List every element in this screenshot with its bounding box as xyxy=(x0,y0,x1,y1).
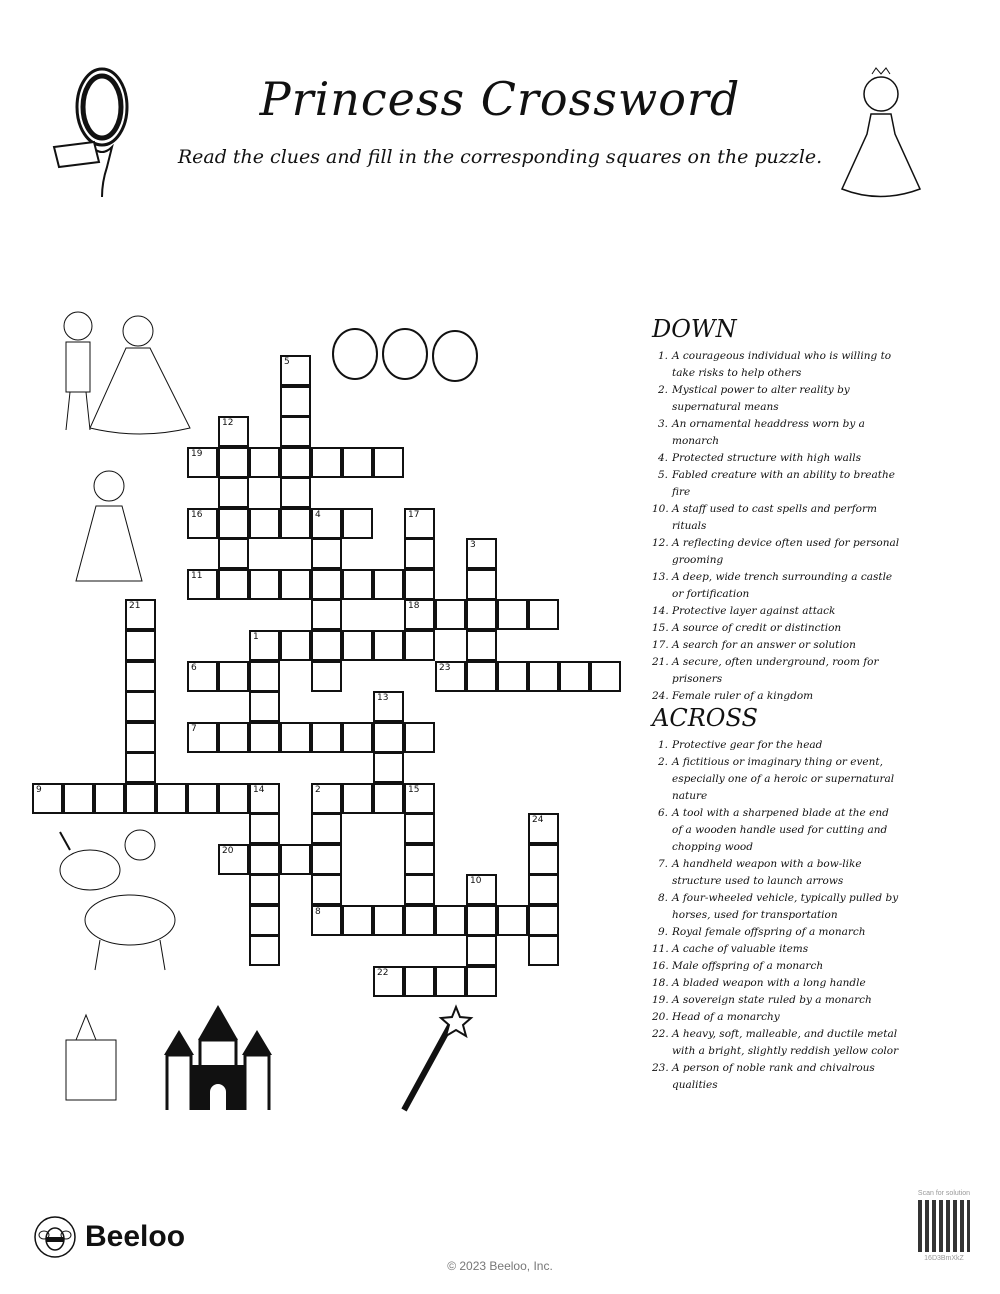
grid-cell[interactable] xyxy=(373,447,404,478)
clue-number: 7 xyxy=(191,723,197,734)
down-clues xyxy=(652,314,902,705)
clue-number: 11 xyxy=(191,570,203,581)
clue-text: A staff used to cast spells and perform rituals xyxy=(672,503,877,532)
grid-cell[interactable] xyxy=(280,630,311,661)
grid-cell[interactable] xyxy=(497,661,528,692)
grid-cell[interactable] xyxy=(187,722,218,753)
grid-cell[interactable] xyxy=(187,661,218,692)
across-clue xyxy=(652,1026,902,1060)
grid-cell[interactable] xyxy=(187,783,218,814)
grid-cell[interactable] xyxy=(218,477,249,508)
grid-cell[interactable] xyxy=(125,630,156,661)
grid-cell[interactable] xyxy=(404,599,435,630)
grid-cell[interactable] xyxy=(466,905,497,936)
grid-cell[interactable] xyxy=(342,508,373,539)
clue-number: 24 xyxy=(532,815,544,826)
grid-cell[interactable] xyxy=(404,844,435,875)
grid-cell[interactable] xyxy=(218,538,249,569)
grid-cell[interactable] xyxy=(249,783,280,814)
unicorn-princess-illustration xyxy=(50,820,200,975)
grid-cell[interactable] xyxy=(435,661,466,692)
grid-cell[interactable] xyxy=(466,630,497,661)
clue-text: An ornamental headdress worn by a monarch xyxy=(672,418,865,447)
grid-cell[interactable] xyxy=(311,508,342,539)
clue-text: A handheld weapon with a bow-like structure used to launch arrows xyxy=(672,858,862,887)
qr-caption: Scan for solution xyxy=(917,1190,971,1197)
castle-icon xyxy=(162,1000,274,1112)
clue-number: 1 xyxy=(253,631,259,642)
clue-text: A four-wheeled vehicle, typically pulled by horses, used for transportation xyxy=(672,892,899,921)
beeloo-logo xyxy=(33,1215,185,1259)
clue-number: 17. xyxy=(652,639,669,651)
grid-cell[interactable] xyxy=(342,722,373,753)
grid-cell[interactable] xyxy=(404,813,435,844)
clue-number: 16 xyxy=(191,509,203,520)
clue-number: 9 xyxy=(36,784,42,795)
clue-number: 13. xyxy=(652,571,669,583)
grid-cell[interactable] xyxy=(249,661,280,692)
clue-text: Female ruler of a kingdom xyxy=(672,690,814,702)
qr-code-icon xyxy=(918,1200,970,1252)
grid-cell[interactable] xyxy=(249,813,280,844)
clue-number: 22. xyxy=(652,1028,669,1040)
grid-cell[interactable] xyxy=(311,722,342,753)
clue-text: A source of credit or distinction xyxy=(672,622,842,634)
grid-cell[interactable] xyxy=(280,569,311,600)
down-clue xyxy=(652,450,902,467)
clue-number: 4. xyxy=(657,452,668,464)
clue-number: 23 xyxy=(439,662,451,673)
down-heading: DOWN xyxy=(652,315,737,343)
clue-number: 14. xyxy=(652,605,669,617)
clue-text: Male offspring of a monarch xyxy=(672,960,824,972)
grid-cell[interactable] xyxy=(404,874,435,905)
clue-number: 8. xyxy=(657,892,668,904)
clue-number: 1. xyxy=(657,350,668,362)
across-clue xyxy=(652,1060,902,1094)
down-clue xyxy=(652,637,902,654)
grid-cell[interactable] xyxy=(249,508,280,539)
grid-cell[interactable] xyxy=(32,783,63,814)
clue-number: 6 xyxy=(191,662,197,673)
grid-cell[interactable] xyxy=(280,386,311,417)
castle-sketch-illustration xyxy=(46,1000,136,1110)
grid-cell[interactable] xyxy=(125,599,156,630)
page-subtitle: Read the clues and fill in the corresponding squares on the puzzle. xyxy=(177,146,823,168)
grid-cell[interactable] xyxy=(466,874,497,905)
grid-cell[interactable] xyxy=(528,661,559,692)
grid-cell[interactable] xyxy=(435,599,466,630)
clue-number: 5 xyxy=(284,357,290,367)
clue-number: 5. xyxy=(657,469,668,481)
grid-cell[interactable] xyxy=(125,783,156,814)
grid-cell[interactable] xyxy=(125,752,156,783)
grid-cell[interactable] xyxy=(342,569,373,600)
grid-cell[interactable] xyxy=(280,416,311,447)
princess-small-illustration xyxy=(74,456,144,586)
grid-cell[interactable] xyxy=(497,599,528,630)
grid-cell[interactable] xyxy=(373,783,404,814)
grid-cell[interactable] xyxy=(466,661,497,692)
clue-text: Protective gear for the head xyxy=(672,739,823,751)
grid-cell[interactable] xyxy=(435,905,466,936)
across-clue xyxy=(652,856,902,890)
down-clue xyxy=(652,348,902,382)
clue-text: A heavy, soft, malleable, and ductile metal with a bright, slightly reddish yellow color xyxy=(672,1028,899,1057)
grid-cell[interactable] xyxy=(280,844,311,875)
grid-cell[interactable] xyxy=(218,783,249,814)
grid-cell[interactable] xyxy=(466,569,497,600)
grid-cell[interactable] xyxy=(466,966,497,997)
clue-number: 16. xyxy=(652,960,669,972)
copyright: © 2023 Beeloo, Inc. xyxy=(447,1259,553,1273)
grid-cell[interactable] xyxy=(249,569,280,600)
across-heading: ACROSS xyxy=(652,704,758,732)
grid-cell[interactable] xyxy=(218,569,249,600)
grid-cell[interactable] xyxy=(218,416,249,447)
grid-cell[interactable] xyxy=(528,874,559,905)
grid-cell[interactable] xyxy=(125,661,156,692)
clue-number: 18 xyxy=(408,601,420,612)
down-clue xyxy=(652,467,902,501)
clue-number: 12 xyxy=(222,418,234,429)
grid-cell[interactable] xyxy=(311,813,342,844)
grid-cell[interactable] xyxy=(249,844,280,875)
down-clue xyxy=(652,654,902,688)
grid-cell[interactable] xyxy=(280,722,311,753)
clue-number: 17 xyxy=(408,509,420,520)
clue-number: 24. xyxy=(652,690,669,702)
grid-cell[interactable] xyxy=(311,874,342,905)
grid-cell[interactable] xyxy=(528,935,559,966)
across-clue xyxy=(652,737,902,754)
clue-number: 3 xyxy=(470,540,476,551)
clue-text: A cache of valuable items xyxy=(672,943,809,955)
grid-cell[interactable] xyxy=(218,722,249,753)
bee-icon xyxy=(33,1215,77,1259)
grid-cell[interactable] xyxy=(218,508,249,539)
clue-text: Protective layer against attack xyxy=(672,605,836,617)
down-clue xyxy=(652,501,902,535)
clue-text: A secure, often underground, room for prisoners xyxy=(672,656,879,685)
grid-cell[interactable] xyxy=(373,630,404,661)
qr-code-id: 16D3BmXkZ xyxy=(924,1255,964,1262)
clue-text: A fictitious or imaginary thing or event, especially one of a heroic or supernatural nature xyxy=(672,756,895,802)
clue-text: A courageous individual who is willing to take risks to help others xyxy=(672,350,892,379)
across-clue xyxy=(652,805,902,856)
clue-text: Mystical power to alter reality by supernatural means xyxy=(672,384,850,413)
clue-text: A bladed weapon with a long handle xyxy=(672,977,866,989)
clue-number: 15. xyxy=(652,622,669,634)
grid-cell[interactable] xyxy=(466,538,497,569)
grid-cell[interactable] xyxy=(187,447,218,478)
clue-number: 20. xyxy=(652,1011,669,1023)
grid-cell[interactable] xyxy=(311,630,342,661)
grid-cell[interactable] xyxy=(218,844,249,875)
clue-number: 10 xyxy=(470,876,482,887)
down-clue xyxy=(652,603,902,620)
grid-cell[interactable] xyxy=(404,569,435,600)
across-clue xyxy=(652,941,902,958)
clue-number: 3. xyxy=(657,418,668,430)
clue-number: 11. xyxy=(652,943,669,955)
grid-cell[interactable] xyxy=(94,783,125,814)
princess-illustration xyxy=(836,64,926,204)
clue-number: 13 xyxy=(377,693,389,704)
clue-number: 14 xyxy=(253,784,265,795)
grid-cell[interactable] xyxy=(249,722,280,753)
across-clue xyxy=(652,992,902,1009)
grid-cell[interactable] xyxy=(249,447,280,478)
grid-cell[interactable] xyxy=(218,661,249,692)
grid-cell[interactable] xyxy=(342,447,373,478)
page-title: Princess Crossword xyxy=(259,72,741,126)
grid-cell[interactable] xyxy=(311,844,342,875)
grid-cell[interactable] xyxy=(373,722,404,753)
clue-text: A deep, wide trench surrounding a castle or fortification xyxy=(672,571,893,600)
clue-number: 18. xyxy=(652,977,669,989)
grid-cell[interactable] xyxy=(311,661,342,692)
grid-cell[interactable] xyxy=(404,966,435,997)
grid-cell[interactable] xyxy=(373,752,404,783)
grid-cell[interactable] xyxy=(187,508,218,539)
grid-cell[interactable] xyxy=(342,783,373,814)
grid-cell[interactable] xyxy=(404,905,435,936)
across-clue xyxy=(652,1009,902,1026)
across-clue xyxy=(652,958,902,975)
grid-cell[interactable] xyxy=(125,722,156,753)
clue-number: 15 xyxy=(408,784,420,795)
clue-number: 19 xyxy=(191,448,203,459)
grid-cell[interactable] xyxy=(466,935,497,966)
down-clue xyxy=(652,416,902,450)
clue-text: Protected structure with high walls xyxy=(672,452,861,464)
grid-cell[interactable] xyxy=(280,508,311,539)
clue-text: A sovereign state ruled by a monarch xyxy=(672,994,872,1006)
across-clue xyxy=(652,924,902,941)
grid-cell[interactable] xyxy=(249,874,280,905)
clue-number: 20 xyxy=(222,845,234,856)
across-clue xyxy=(652,754,902,805)
hand-mirror-icon xyxy=(52,62,142,202)
down-clue xyxy=(652,569,902,603)
grid-cell[interactable] xyxy=(342,905,373,936)
grid-cell[interactable] xyxy=(404,630,435,661)
clue-number: 6. xyxy=(657,807,668,819)
grid-cell[interactable] xyxy=(249,935,280,966)
grid-cell[interactable] xyxy=(528,905,559,936)
clue-number: 2. xyxy=(657,756,668,768)
grid-cell[interactable] xyxy=(280,447,311,478)
clue-number: 21. xyxy=(652,656,669,668)
clue-number: 21 xyxy=(129,601,141,612)
grid-cell[interactable] xyxy=(218,447,249,478)
grid-cell[interactable] xyxy=(311,599,342,630)
clue-text: A tool with a sharpened blade at the end of a wooden handle used for cutting and chopping wood xyxy=(672,807,889,853)
grid-cell[interactable] xyxy=(404,508,435,539)
grid-cell[interactable] xyxy=(125,691,156,722)
clue-number: 1. xyxy=(657,739,668,751)
grid-cell[interactable] xyxy=(373,569,404,600)
grid-cell[interactable] xyxy=(373,691,404,722)
clue-number: 22 xyxy=(377,968,389,978)
grid-cell[interactable] xyxy=(311,905,342,936)
grid-cell[interactable] xyxy=(373,905,404,936)
grid-cell[interactable] xyxy=(404,783,435,814)
birds-illustration xyxy=(320,314,490,394)
clue-text: A person of noble rank and chivalrous qualities xyxy=(672,1062,875,1091)
clue-number: 23. xyxy=(652,1062,669,1074)
grid-cell[interactable] xyxy=(435,966,466,997)
clue-number: 2 xyxy=(315,784,321,795)
brand-name: Beeloo xyxy=(85,1220,186,1253)
grid-cell[interactable] xyxy=(311,447,342,478)
clue-text: A reflecting device often used for personal grooming xyxy=(672,537,900,566)
prince-princess-illustration xyxy=(38,306,218,436)
clue-text: Royal female offspring of a monarch xyxy=(672,926,866,938)
grid-cell[interactable] xyxy=(528,599,559,630)
clue-text: Fabled creature with an ability to breathe fire xyxy=(672,469,895,498)
grid-cell[interactable] xyxy=(311,569,342,600)
magic-wand-icon xyxy=(396,1002,476,1114)
grid-cell[interactable] xyxy=(249,630,280,661)
solution-qr[interactable] xyxy=(914,1190,974,1262)
grid-cell[interactable] xyxy=(590,661,621,692)
grid-cell[interactable] xyxy=(373,966,404,997)
grid-cell[interactable] xyxy=(156,783,187,814)
grid-cell[interactable] xyxy=(342,630,373,661)
across-clue xyxy=(652,890,902,924)
grid-cell[interactable] xyxy=(528,844,559,875)
grid-cell[interactable] xyxy=(497,905,528,936)
across-clues xyxy=(652,703,902,1094)
grid-cell[interactable] xyxy=(311,538,342,569)
grid-cell[interactable] xyxy=(404,722,435,753)
grid-cell[interactable] xyxy=(280,355,311,386)
clue-text: A search for an answer or solution xyxy=(672,639,856,651)
grid-cell[interactable] xyxy=(249,691,280,722)
grid-cell[interactable] xyxy=(311,783,342,814)
clue-number: 7. xyxy=(657,858,668,870)
clue-number: 9. xyxy=(657,926,668,938)
grid-cell[interactable] xyxy=(249,905,280,936)
grid-cell[interactable] xyxy=(63,783,94,814)
down-clue xyxy=(652,382,902,416)
clue-number: 4 xyxy=(315,509,321,520)
clue-number: 12. xyxy=(652,537,669,549)
grid-cell[interactable] xyxy=(559,661,590,692)
down-clue xyxy=(652,535,902,569)
grid-cell[interactable] xyxy=(280,477,311,508)
grid-cell[interactable] xyxy=(528,813,559,844)
clue-number: 2. xyxy=(657,384,668,396)
clue-text: Head of a monarchy xyxy=(672,1011,780,1023)
down-clue xyxy=(652,620,902,637)
clue-number: 10. xyxy=(652,503,669,515)
grid-cell[interactable] xyxy=(404,538,435,569)
grid-cell[interactable] xyxy=(187,569,218,600)
clue-number: 8 xyxy=(315,906,321,917)
across-clue xyxy=(652,975,902,992)
clue-number: 19. xyxy=(652,994,669,1006)
grid-cell[interactable] xyxy=(466,599,497,630)
